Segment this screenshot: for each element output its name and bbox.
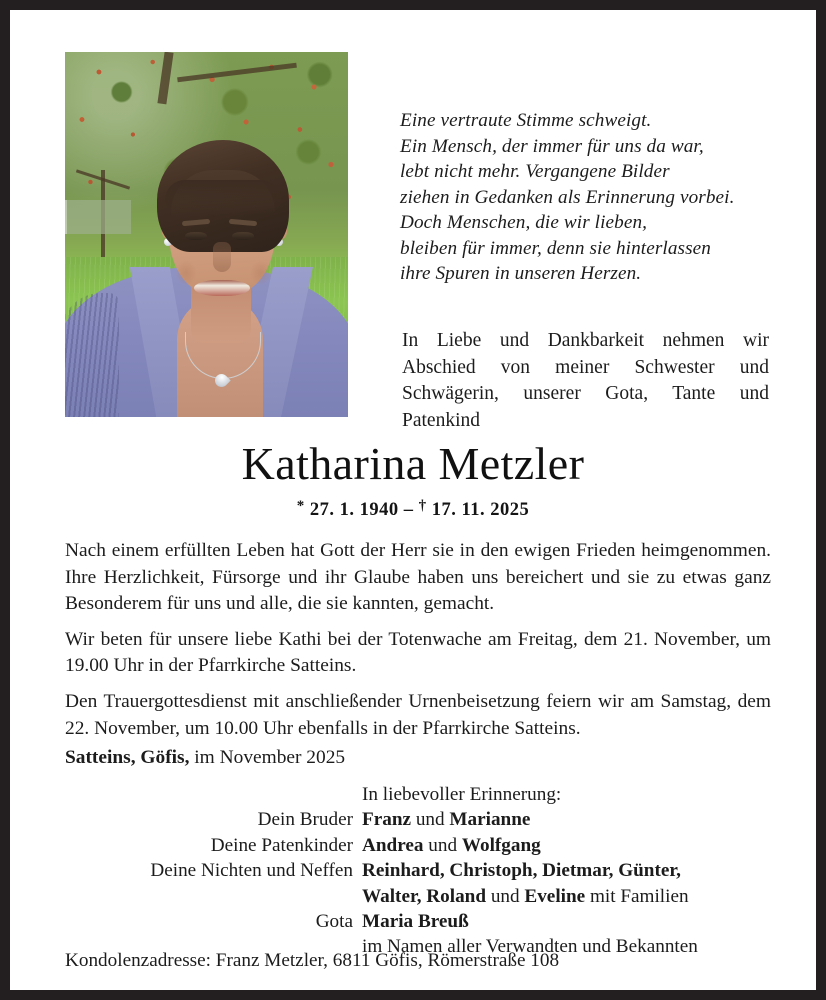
- family-row: [65, 884, 771, 909]
- death-date: 17. 11. 2025: [431, 499, 530, 520]
- family-name: Reinhard, Christoph, Dietmar, Günter,: [362, 860, 681, 882]
- family-connector: und: [490, 885, 520, 907]
- body-paragraph: Nach einem erfüllten Leben hat Gott der Herr sie in den ewigen Frieden heimgenommen. Ihre Herzlichkeit, Fürsorge und ihr Glaube haben uns bereichert und sie zu etwas ganz Besonderem für uns und alle, die sie kannten, gemacht.: [65, 540, 771, 615]
- family-row: [65, 858, 771, 883]
- family-names: [362, 909, 771, 934]
- body-paragraph: Den Trauergottesdienst mit anschließender Urnenbeisetzung feiern wir am Samstag, dem 22. November, um 10.00 Uhr ebenfalls in der Pfarrkirche Satteins.: [65, 690, 771, 739]
- family-name: Marianne: [449, 809, 531, 831]
- family-name: Wolfgang: [461, 834, 541, 856]
- family-names: [362, 807, 771, 832]
- death-cross-icon: †: [418, 498, 427, 514]
- poem-line: Doch Menschen, die wir lieben,: [400, 212, 648, 233]
- family-label: Deine Patenkinder: [210, 834, 353, 856]
- cheek-left: [175, 260, 197, 286]
- memorial-poem: [400, 108, 780, 287]
- family-name: Eveline: [524, 885, 586, 907]
- poem-line: Eine vertraute Stimme schweigt.: [400, 110, 652, 131]
- nose: [213, 242, 231, 272]
- family-name: Walter, Roland: [362, 885, 487, 907]
- body-paragraph: Wir beten für unsere liebe Kathi bei der Totenwache am Freitag, dem 21. November, um 19.00 Uhr in der Pfarrkirche Satteins.: [65, 628, 771, 677]
- body-text: [65, 538, 771, 742]
- notice-inner: [10, 10, 816, 990]
- condolence-address: Kondolenzadresse: Franz Metzler, 6811 Göfis, Römerstraße 108: [65, 950, 560, 971]
- deceased-name: Katharina Metzler: [241, 438, 585, 489]
- hair-fringe: [165, 180, 281, 214]
- family-name: Andrea: [362, 834, 424, 856]
- family-heading: In liebevoller Erinnerung:: [362, 784, 562, 805]
- family-row: [65, 833, 771, 858]
- place-and-date-line: [65, 745, 345, 771]
- place-names: Satteins, Göfis,: [65, 747, 190, 768]
- eye-left: [185, 232, 207, 240]
- birth-star-icon: *: [296, 498, 305, 514]
- poem-line: Ein Mensch, der immer für uns da war,: [400, 135, 704, 157]
- family-name: Franz: [362, 809, 412, 831]
- family-label: Gota: [315, 911, 353, 933]
- family-label: Deine Nichten und Neffen: [150, 860, 353, 882]
- family-row: [65, 807, 771, 832]
- cheek-right: [250, 260, 272, 286]
- poem-line: ihre Spuren in unseren Herzen.: [400, 263, 642, 284]
- family-names: [362, 884, 771, 909]
- life-dates: [10, 498, 816, 521]
- poem-line: ziehen in Gedanken als Erinnerung vorbei.: [400, 186, 735, 208]
- intro-text: In Liebe und Dankbarkeit nehmen wir Abschied von meiner Schwester und Schwägerin, unserer Gota, Tante und Patenkind: [402, 330, 769, 431]
- family-row: [65, 909, 771, 934]
- eye-right: [232, 232, 254, 240]
- family-label: Dein Bruder: [257, 809, 353, 831]
- family-connector: und: [428, 834, 458, 856]
- family-connector: und: [415, 809, 445, 831]
- garden-fence: [65, 200, 131, 234]
- family-names: [362, 858, 771, 883]
- family-connector: im Namen aller Verwandten und Bekannten: [362, 936, 698, 958]
- notice-date: im November 2025: [194, 747, 346, 768]
- birth-date: 27. 1. 1940: [309, 499, 399, 520]
- family-heading-row: [65, 782, 771, 807]
- family-signature-block: [65, 782, 771, 960]
- family-name: Maria Breuß: [362, 911, 469, 933]
- photo-and-poem-block: [10, 10, 816, 431]
- portrait-photo: [65, 52, 348, 417]
- poem-line: bleiben für immer, denn sie hinterlassen: [400, 237, 711, 259]
- date-separator: –: [403, 499, 414, 520]
- poem-line: lebt nicht mehr. Vergangene Bilder: [400, 161, 670, 182]
- family-names: [362, 833, 771, 858]
- family-connector: mit Familien: [589, 885, 689, 907]
- smiling-mouth: [194, 280, 250, 296]
